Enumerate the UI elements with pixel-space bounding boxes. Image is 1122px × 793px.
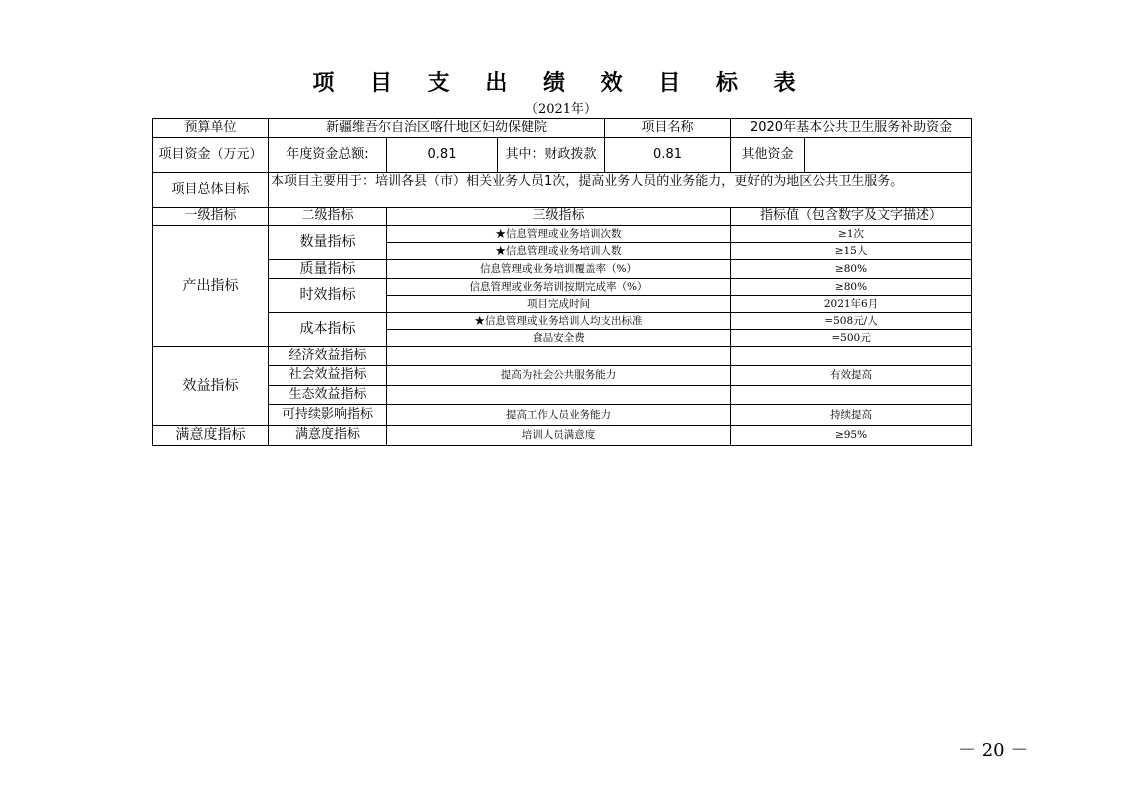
value-cell: ≥15人 bbox=[731, 243, 972, 260]
performance-target-table bbox=[152, 118, 972, 446]
column-header-row bbox=[153, 208, 972, 226]
other-funds-value bbox=[805, 138, 972, 173]
project-value: 2020年基本公共卫生服务补助资金 bbox=[731, 119, 972, 138]
unit-value: 新疆维吾尔自治区喀什地区妇幼保健院 bbox=[269, 119, 605, 138]
fiscal-funds-value: 0.81 bbox=[605, 138, 731, 173]
group-benefit: 效益指标 bbox=[153, 347, 269, 426]
sub-ecological: 生态效益指标 bbox=[269, 386, 387, 405]
page-number: － 20 － bbox=[958, 740, 1029, 761]
other-funds-label: 其他资金 bbox=[731, 138, 805, 173]
table-row bbox=[153, 226, 972, 243]
indicator-cell: 信息管理或业务培训覆盖率（%） bbox=[387, 260, 731, 279]
value-cell: ≥1次 bbox=[731, 226, 972, 243]
value-cell: =500元 bbox=[731, 330, 972, 347]
fiscal-funds-label: 其中：财政拨款 bbox=[498, 138, 605, 173]
value-cell: 2021年6月 bbox=[731, 296, 972, 313]
year-subtitle: （2021年） bbox=[524, 102, 598, 117]
value-cell: 有效提高 bbox=[731, 366, 972, 386]
header-row bbox=[153, 119, 972, 138]
unit-label: 预算单位 bbox=[153, 119, 269, 138]
sub-social: 社会效益指标 bbox=[269, 366, 387, 386]
indicator-cell bbox=[387, 386, 731, 405]
value-cell bbox=[731, 386, 972, 405]
table-row bbox=[153, 386, 972, 405]
table-row bbox=[153, 347, 972, 366]
project-label: 项目名称 bbox=[605, 119, 731, 138]
indicator-cell: 项目完成时间 bbox=[387, 296, 731, 313]
level1-header: 一级指标 bbox=[153, 208, 269, 226]
sub-timeliness: 时效指标 bbox=[269, 279, 387, 313]
sub-sustainable: 可持续影响指标 bbox=[269, 405, 387, 426]
value-header: 指标值（包含数字及文字描述） bbox=[731, 208, 972, 226]
annual-funds-value: 0.81 bbox=[387, 138, 498, 173]
value-cell: 持续提高 bbox=[731, 405, 972, 426]
indicator-cell: ★信息管理或业务培训人数 bbox=[387, 243, 731, 260]
funds-label: 项目资金（万元） bbox=[153, 138, 269, 173]
indicator-cell: 培训人员满意度 bbox=[387, 426, 731, 446]
goal-label: 项目总体目标 bbox=[153, 173, 269, 208]
indicator-cell: 提高工作人员业务能力 bbox=[387, 405, 731, 426]
value-cell: ≥80% bbox=[731, 260, 972, 279]
indicator-cell: ★信息管理或业务培训次数 bbox=[387, 226, 731, 243]
table-row bbox=[153, 426, 972, 446]
level2-header: 二级指标 bbox=[269, 208, 387, 226]
value-cell bbox=[731, 347, 972, 366]
goal-row bbox=[153, 173, 972, 208]
sub-satisfaction: 满意度指标 bbox=[269, 426, 387, 446]
group-satisfaction: 满意度指标 bbox=[153, 426, 269, 446]
sub-quality: 质量指标 bbox=[269, 260, 387, 279]
group-output: 产出指标 bbox=[153, 226, 269, 347]
value-cell: =508元/人 bbox=[731, 313, 972, 330]
sub-cost: 成本指标 bbox=[269, 313, 387, 347]
indicator-cell: 提高为社会公共服务能力 bbox=[387, 366, 731, 386]
table-row bbox=[153, 279, 972, 296]
page-title: 项 目 支 出 绩 效 目 标 表 bbox=[312, 70, 810, 96]
value-cell: ≥80% bbox=[731, 279, 972, 296]
indicator-cell: ★信息管理或业务培训人均支出标准 bbox=[387, 313, 731, 330]
indicator-cell bbox=[387, 347, 731, 366]
annual-funds-label: 年度资金总额: bbox=[269, 138, 387, 173]
sub-quantity: 数量指标 bbox=[269, 226, 387, 260]
value-cell: ≥95% bbox=[731, 426, 972, 446]
indicator-cell: 食品安全费 bbox=[387, 330, 731, 347]
level3-header: 三级指标 bbox=[387, 208, 731, 226]
table-row bbox=[153, 260, 972, 279]
goal-text: 本项目主要用于：培训各县（市）相关业务人员1次，提高业务人员的业务能力，更好的为地区公共卫生服务。 bbox=[269, 173, 972, 208]
indicator-cell: 信息管理或业务培训按期完成率（%） bbox=[387, 279, 731, 296]
table-row bbox=[153, 405, 972, 426]
sub-economic: 经济效益指标 bbox=[269, 347, 387, 366]
table-row bbox=[153, 366, 972, 386]
funds-row bbox=[153, 138, 972, 173]
table-row bbox=[153, 313, 972, 330]
